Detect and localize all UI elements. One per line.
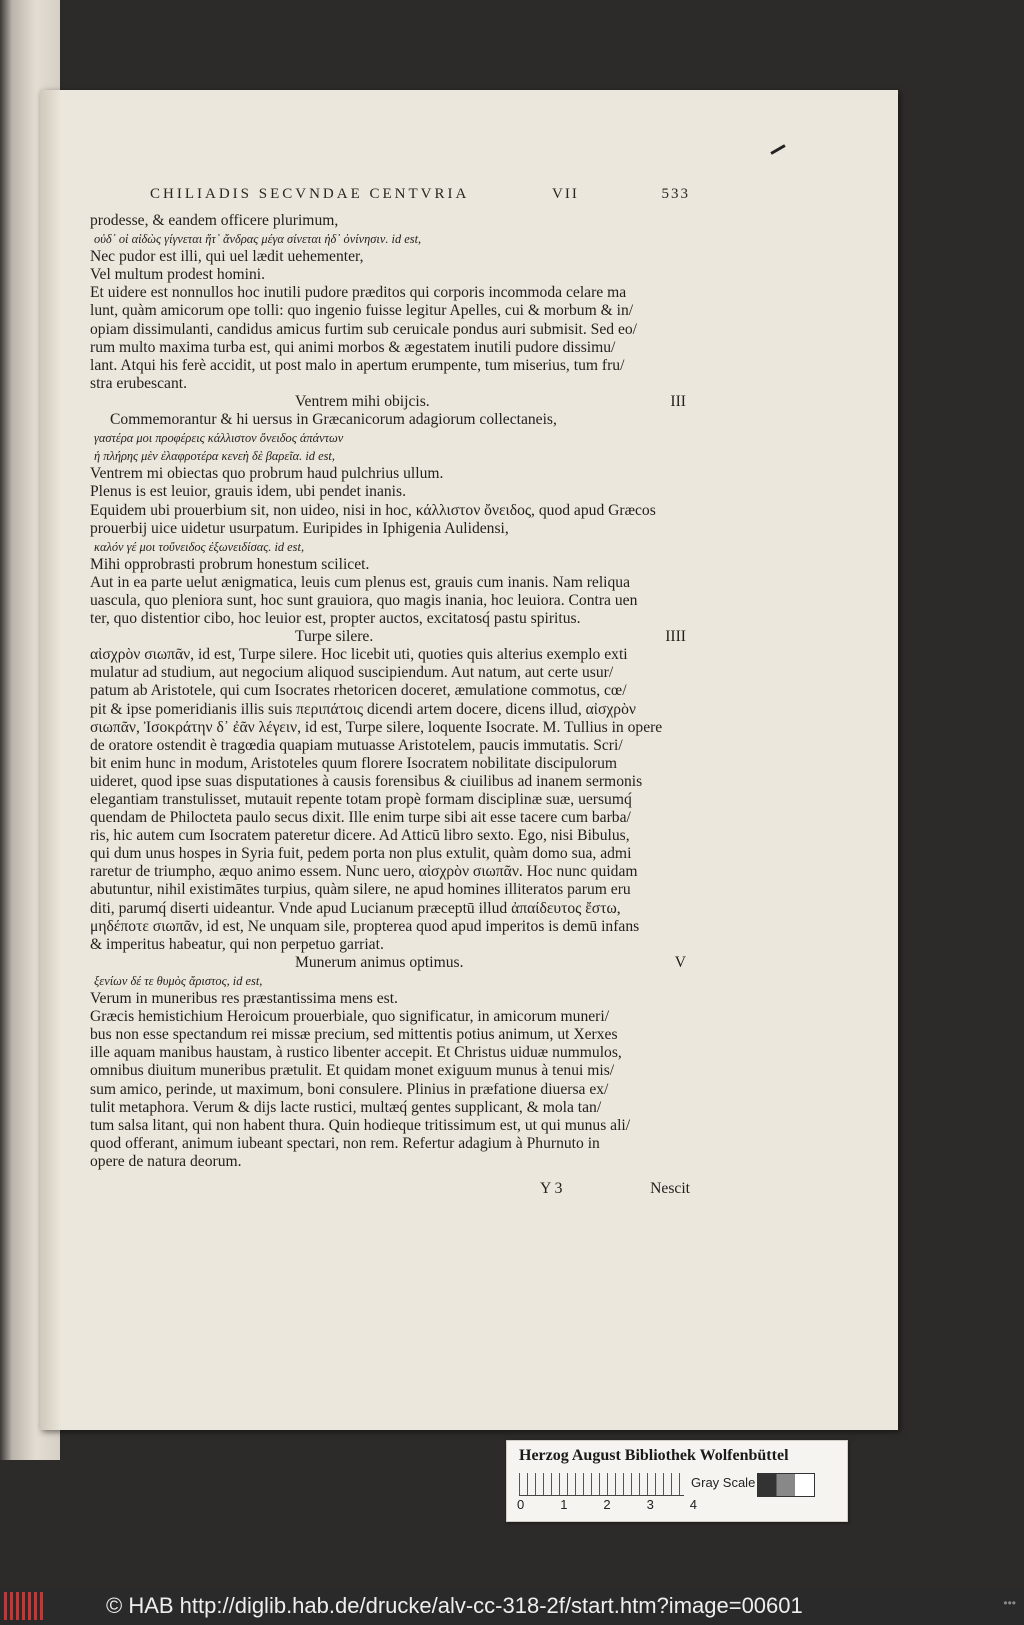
scale-number: 1 <box>560 1497 568 1512</box>
scale-number: 0 <box>517 1497 525 1512</box>
line-text: raretur de triumpho, æquo animo essem. Nunc uero, αἰσχρὸν σιωπᾶν. Hoc nunc quidam <box>90 863 638 881</box>
line-text: lant. Atqui his ferè accidit, ut post malo in apertum erumpente, tum miserius, tum fru/ <box>90 356 625 374</box>
line-text: Ventrem mi obiectas quo probrum haud pulchrius ullum. <box>90 465 444 483</box>
text-line <box>90 791 690 809</box>
text-line <box>90 646 690 664</box>
adage-number: IIII <box>665 628 686 646</box>
text-line <box>90 284 690 302</box>
line-text: Verum in muneribus res præstantissima mens est. <box>90 990 398 1008</box>
hab-logo-icon <box>4 1592 44 1620</box>
line-text: sum amico, perinde, ut maximum, boni consulere. Plinius in præfatione diuersa ex/ <box>90 1080 609 1098</box>
line-text: Et uidere est nonnullos hoc inutili pudore præditos qui corporis incommoda celare ma <box>90 284 627 302</box>
line-text: de oratore ostendit è tragœdia quapiam mutuasse Aristotelem, paucis immutatis. Scri/ <box>90 736 623 754</box>
text-line <box>90 664 690 682</box>
scale-ruler <box>519 1473 684 1496</box>
text-line <box>90 1026 690 1044</box>
line-text: opiam dissimulanti, candidus amicus furtim sub ceruicale pondus auri submisit. Sed eo/ <box>90 320 637 338</box>
line-text: αἰσχρὸν σιωπᾶν, id est, Turpe silere. Hoc licebit uti, quoties quis alterius exemplo exti <box>90 646 628 664</box>
text-line <box>90 465 690 483</box>
body-text <box>90 212 690 1171</box>
line-text: ξενίων δέ τε θυμὸς ἄριστος, id est, <box>94 973 263 988</box>
line-text: ἡ πλήρης μὲν ἐλαφροτέρα κενεὴ δὲ βαρεῖα. id est, <box>94 449 335 464</box>
line-text: lunt, quàm amicorum ope tolli: quo ingenio fuisse legitur Apelles, cui & morbum & in/ <box>90 302 634 320</box>
line-text: ter, quo distentior cibo, hoc leuior est, propter auctos, excitatosq́ pastu spiritus. <box>90 610 581 628</box>
text-line <box>90 773 690 791</box>
line-text: tum salsa litant, qui non habent thura. Quin hodieque tritissimum est, ut qui munus ali/ <box>90 1116 631 1134</box>
text-line <box>90 1117 690 1135</box>
adage-heading <box>90 954 690 972</box>
adage-heading <box>90 393 690 411</box>
adage-number: V <box>674 953 686 971</box>
text-line <box>90 682 690 700</box>
line-text: μηδέποτε σιωπᾶν, id est, Ne unquam sile, propterea quod apud imperitos is demū infans <box>90 917 640 935</box>
scale-number: 4 <box>689 1497 697 1512</box>
scale-number: 3 <box>646 1497 654 1512</box>
text-line <box>90 918 690 936</box>
page-number: 533 <box>661 186 690 202</box>
line-text: pit & ipse pomeridianis illis suis περιπάτοις dicendi artem docere, dicens illud, αἰσχρὸν <box>90 700 636 718</box>
text-line <box>90 1153 690 1171</box>
line-text: Græcis hemistichium Heroicum prouerbiale, quo significatur, in amicorum muneri/ <box>90 1008 610 1026</box>
line-text: Commemorantur & hi uersus in Græcanicorum adagiorum collectaneis, <box>110 411 557 429</box>
line-text: Ventrem mihi obijcis. <box>295 392 430 410</box>
text-line <box>90 375 690 393</box>
line-text: Plenus is est leuior, grauis idem, ubi pendet inanis. <box>90 483 406 501</box>
text-line <box>90 827 690 845</box>
line-text: rum multo maxima turba est, qui animi morbos & ægestatem inutili pudore dissimu/ <box>90 338 616 356</box>
library-stamp <box>506 1440 848 1522</box>
line-text: uideret, quod ipse suas disputationes à causis forensibus & ciuilibus ad inanem sermonis <box>90 772 643 790</box>
scale-numbers <box>517 1497 697 1512</box>
line-text: opere de natura deorum. <box>90 1152 242 1170</box>
line-text: stra erubescant. <box>90 374 187 392</box>
text-line <box>90 809 690 827</box>
line-text: ille aquam manibus haustam, à rustico libenter accepit. Et Christus uiduæ nummulos, <box>90 1044 622 1062</box>
text-line <box>90 737 690 755</box>
text-line <box>90 1062 690 1080</box>
gray-scale-label: Gray Scale <box>691 1475 756 1490</box>
text-line <box>90 357 690 375</box>
text-line <box>90 610 690 628</box>
header-title: CHILIADIS SECVNDAE CENTVRIA <box>150 186 470 202</box>
page-gutter <box>40 90 62 1430</box>
line-text: οὐδ᾽ οἱ αἰδὼς γίγνεται ἥτ᾽ ἄνδρας μέγα σίνεται ἠδ᾽ ὀνίνησιν. id est, <box>94 232 422 247</box>
line-text: Aut in ea parte uelut ænigmatica, leuis cum plenus est, grauis cum inanis. Nam reliqua <box>90 573 631 591</box>
text-line <box>90 881 690 899</box>
text-line <box>90 302 690 320</box>
signature-mark: Y 3 <box>540 1180 563 1197</box>
text-line <box>90 266 690 284</box>
text-line <box>90 755 690 773</box>
source-credit-link[interactable]: © HAB http://diglib.hab.de/drucke/alv-cc-318-2f/start.htm?image=00601 <box>106 1593 803 1618</box>
line-text: bus non esse spectandum rei missæ precium, sed mittentis potius animum, ut Xerxes <box>90 1026 618 1044</box>
adage-number: III <box>670 392 686 410</box>
line-text: qui dum unus hospes in Syria fuit, pedem porta non plus extulit, quàm domo sua, admi <box>90 845 632 863</box>
line-text: ris, hic autem cum Isocratem pateretur dicere. Ad Atticū libro sexto. Ego, nisi Bibulus, <box>90 827 630 845</box>
line-text: omnibus diuitum muneribus prætulit. Et quidam monet exiguum munus à tenui mis/ <box>90 1062 615 1080</box>
line-text: elegantiam transtulisset, mutauit repente totam propè formam disciplinæ suæ, uersumq́ <box>90 791 632 808</box>
line-text: abutuntur, nihil existimātes turpius, quàm silere, ne apud homines illiteratos parum eru <box>90 881 631 899</box>
text-line <box>90 502 690 520</box>
text-line <box>90 1135 690 1153</box>
text-line <box>90 429 690 447</box>
catchword: Nescit <box>650 1180 690 1197</box>
text-line <box>90 972 690 990</box>
text-line <box>90 339 690 357</box>
line-text: Nec pudor est illi, qui uel lædit uehementer, <box>90 248 364 266</box>
gray-scale-swatch <box>757 1473 815 1497</box>
line-text: Equidem ubi prouerbium sit, non uideo, nisi in hoc, κάλλιστον ὄνειδος, quod apud Græcos <box>90 501 656 519</box>
line-text: uascula, quo pleniora sunt, hoc sunt grauiora, quo magis inania, hoc leuiora. Contra uen <box>90 591 638 609</box>
line-text: tulit metaphora. Verum & dijs lacte rustici, multæq́ gentes supplicant, & mola tan/ <box>90 1098 602 1116</box>
text-line <box>90 1081 690 1099</box>
text-line <box>90 863 690 881</box>
line-text: Mihi opprobrasti probrum honestum scilicet. <box>90 555 370 573</box>
line-text: mulatur ad studium, aut negocium aliquod suscipiendum. Aut natum, aut certe usur/ <box>90 664 614 682</box>
text-line <box>90 1044 690 1062</box>
more-icon[interactable]: ••• <box>1003 1596 1016 1610</box>
line-text: & imperitus habeatur, qui non perpetuo garriat. <box>90 935 384 953</box>
scale-number: 2 <box>603 1497 611 1512</box>
viewer-footer-bar <box>0 1588 1024 1625</box>
text-line <box>90 411 690 429</box>
line-text: patum ab Aristotele, qui cum Isocrates rhetoricen doceret, æmulatione commotus, cœ/ <box>90 682 627 700</box>
text-line <box>90 483 690 501</box>
line-text: γαστέρα μοι προφέρεις κάλλιστον ὄνειδος ἁπάντων <box>94 431 344 446</box>
header-centuria: VII <box>552 186 579 202</box>
text-line <box>90 1008 690 1026</box>
text-line <box>90 1099 690 1117</box>
line-text: bit enim hunc in modum, Aristoteles quum florere Isocratem nobilitate discipulorum <box>90 754 618 772</box>
text-line <box>90 936 690 954</box>
line-text: quendam de Philocteta paulo secus dixit. Ille enim turpe sibi ait esse tacere cum barba/ <box>90 809 631 827</box>
text-line <box>90 447 690 465</box>
text-line <box>90 538 690 556</box>
running-header <box>150 186 690 208</box>
text-line <box>90 845 690 863</box>
text-line <box>90 719 690 737</box>
line-text: prodesse, & eandem officere plurimum, <box>90 212 339 229</box>
text-line <box>90 520 690 538</box>
page-footer <box>540 1180 690 1200</box>
line-text: Vel multum prodest homini. <box>90 266 265 284</box>
line-text: diti, parumq́ diserti uideantur. Vnde apud Lucianum præceptū illud ἀπαίδευτος ἔστω, <box>90 899 621 917</box>
line-text: Munerum animus optimus. <box>295 953 464 971</box>
text-line <box>90 900 690 918</box>
text-line <box>90 321 690 339</box>
text-line <box>90 556 690 574</box>
text-line <box>90 990 690 1008</box>
text-line <box>90 248 690 266</box>
text-line <box>90 592 690 610</box>
line-text: prouerbij uice uidetur usurpatum. Euripides in Iphigenia Aulidensi, <box>90 519 509 537</box>
line-text: καλόν γέ μοι τοὔνειδος ἐξωνειδίσας. id est, <box>94 539 305 554</box>
text-line <box>90 574 690 592</box>
adage-heading <box>90 628 690 646</box>
text-line <box>90 230 690 248</box>
library-name: Herzog August Bibliothek Wolfenbüttel <box>519 1447 789 1464</box>
text-line <box>90 212 690 230</box>
text-line <box>90 701 690 719</box>
line-text: σιωπᾶν, Ἰσοκράτην δ᾽ ἐᾶν λέγειν, id est, Turpe silere, loquente Isocrate. M. Tullius in opere <box>90 718 663 736</box>
line-text: Turpe silere. <box>295 628 374 646</box>
line-text: quod offerant, animum iubeant spectari, non rem. Refertur adagium à Phurnuto in <box>90 1134 600 1152</box>
